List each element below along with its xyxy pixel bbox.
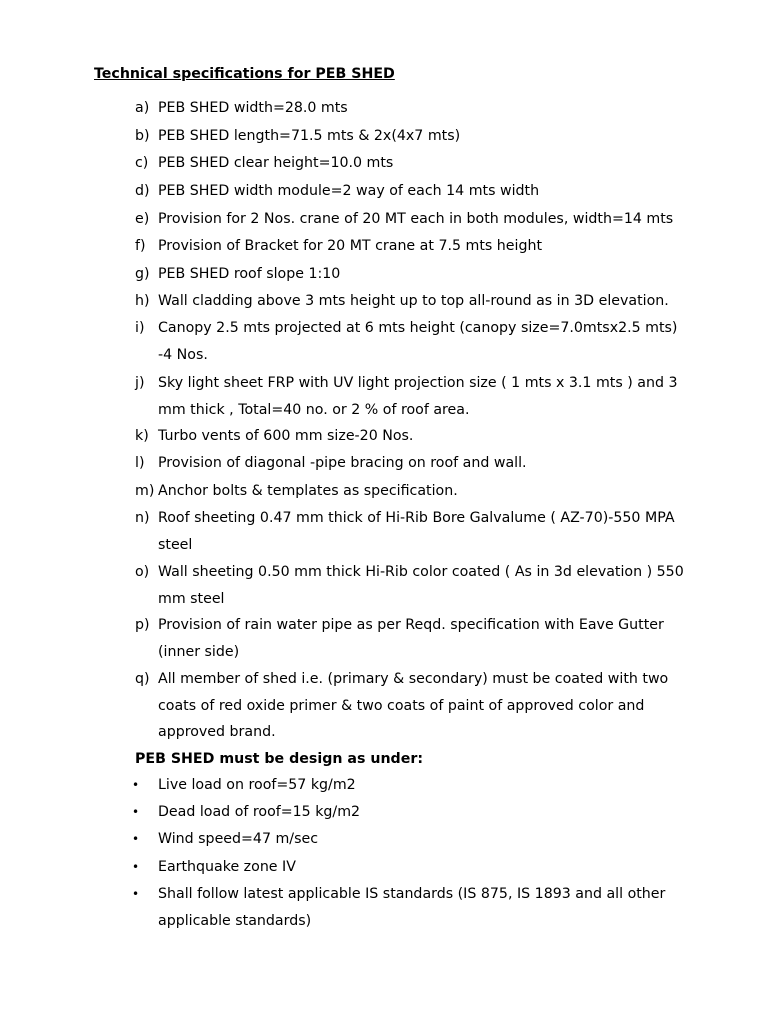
spec-item-text (158, 95, 695, 122)
spec-item (135, 150, 695, 177)
spec-item (135, 505, 695, 558)
design-item-text (158, 881, 692, 934)
spec-item-text (158, 123, 695, 150)
spec-item-text (158, 666, 695, 746)
spec-item (135, 666, 695, 746)
design-item (132, 854, 692, 881)
spec-item (135, 178, 695, 205)
spec-item (135, 478, 695, 505)
bullet-icon: • (132, 832, 140, 846)
spec-item-marker: i) (135, 320, 145, 336)
spec-item-text (158, 261, 695, 288)
spec-item (135, 612, 695, 665)
spec-item-text (158, 288, 695, 315)
spec-item-marker: b) (135, 128, 150, 144)
spec-item-marker: l) (135, 455, 145, 471)
bullet-icon: • (132, 805, 140, 819)
spec-item-line: approved brand. (158, 724, 276, 740)
spec-item-line: mm steel (158, 590, 225, 607)
document-title: Technical specifications for PEB SHED (94, 66, 395, 82)
spec-item-line: (inner side) (158, 643, 240, 660)
design-item-text (158, 799, 692, 826)
spec-item-marker: n) (135, 510, 150, 526)
spec-item-line: mm thick , Total=40 no. or 2 % of roof area. (158, 401, 470, 418)
spec-item-line: Anchor bolts & templates as specification. (158, 483, 458, 499)
design-item-text (158, 772, 692, 799)
design-item-line: Earthquake zone IV (158, 859, 296, 875)
design-item-line: Wind speed=47 m/sec (158, 831, 318, 847)
spec-item (135, 261, 695, 288)
design-item (132, 799, 692, 826)
spec-item (135, 123, 695, 150)
design-item-line: Dead load of roof=15 kg/m2 (158, 804, 361, 820)
spec-item (135, 288, 695, 315)
spec-item (135, 233, 695, 260)
spec-item-text (158, 478, 695, 505)
spec-item-line: Turbo vents of 600 mm size-20 Nos. (158, 428, 414, 444)
spec-item (135, 315, 695, 368)
design-item (132, 772, 692, 799)
spec-item-text (158, 315, 695, 368)
bullet-icon: • (132, 860, 140, 874)
spec-item-line: Provision of rain water pipe as per Reqd. specification with Eave Gutter (158, 617, 664, 633)
design-item (132, 826, 692, 853)
spec-item-marker: d) (135, 183, 150, 199)
design-item-text (158, 854, 692, 881)
spec-item-marker: m) (135, 483, 155, 499)
spec-item-line: PEB SHED roof slope 1:10 (158, 266, 341, 282)
design-heading: PEB SHED must be design as under: (135, 751, 423, 767)
spec-item-marker: k) (135, 428, 149, 444)
spec-item-marker: g) (135, 266, 150, 282)
spec-item-marker: j) (135, 375, 145, 391)
spec-item-line: Provision of Bracket for 20 MT crane at 7.5 mts height (158, 238, 543, 254)
spec-item-text (158, 178, 695, 205)
spec-item-marker: p) (135, 617, 150, 633)
spec-item-line: Provision of diagonal -pipe bracing on roof and wall. (158, 455, 527, 471)
design-item-line: Live load on roof=57 kg/m2 (158, 777, 356, 793)
spec-item-line: Wall sheeting 0.50 mm thick Hi-Rib color coated ( As in 3d elevation ) 550 (158, 564, 684, 580)
spec-item-marker: c) (135, 155, 149, 171)
spec-item-line: -4 Nos. (158, 346, 208, 363)
bullet-icon: • (132, 778, 140, 792)
design-item-line: applicable standards) (158, 912, 312, 929)
spec-item-line: Roof sheeting 0.47 mm thick of Hi-Rib Bore Galvalume ( AZ-70)-550 MPA (158, 510, 675, 526)
spec-item (135, 370, 695, 423)
spec-item-text (158, 233, 695, 260)
spec-item-text (158, 150, 695, 177)
spec-item (135, 206, 695, 233)
spec-item-marker: h) (135, 293, 150, 309)
spec-item (135, 95, 695, 122)
spec-item-text (158, 559, 695, 612)
spec-item-text (158, 612, 695, 665)
spec-item-marker: q) (135, 671, 150, 687)
spec-item-marker: a) (135, 100, 150, 116)
spec-item-line: PEB SHED width=28.0 mts (158, 100, 348, 116)
spec-item-line: Provision for 2 Nos. crane of 20 MT each in both modules, width=14 mts (158, 211, 674, 227)
spec-item-line: coats of red oxide primer & two coats of paint of approved color and (158, 697, 645, 714)
spec-item-line: PEB SHED length=71.5 mts & 2x(4x7 mts) (158, 128, 461, 144)
spec-item-line: PEB SHED width module=2 way of each 14 mts width (158, 183, 540, 199)
spec-item-line: All member of shed i.e. (primary & secondary) must be coated with two (158, 671, 669, 687)
spec-item-line: PEB SHED clear height=10.0 mts (158, 155, 394, 171)
spec-item-text (158, 505, 695, 558)
spec-item (135, 559, 695, 612)
spec-item-line: Canopy 2.5 mts projected at 6 mts height (canopy size=7.0mtsx2.5 mts) (158, 320, 678, 336)
spec-item-marker: o) (135, 564, 150, 580)
design-item-text (158, 826, 692, 853)
spec-item-marker: f) (135, 238, 146, 254)
spec-item-marker: e) (135, 211, 150, 227)
spec-item (135, 450, 695, 477)
design-item-line: Shall follow latest applicable IS standards (IS 875, IS 1893 and all other (158, 886, 666, 902)
spec-item-text (158, 370, 695, 423)
spec-item-line: steel (158, 536, 193, 553)
bullet-icon: • (132, 887, 140, 901)
spec-item-line: Sky light sheet FRP with UV light projection size ( 1 mts x 3.1 mts ) and 3 (158, 375, 678, 391)
spec-item (135, 423, 695, 450)
design-item (132, 881, 692, 934)
spec-item-text (158, 450, 695, 477)
spec-item-line: Wall cladding above 3 mts height up to top all-round as in 3D elevation. (158, 293, 669, 309)
spec-item-text (158, 423, 695, 450)
spec-item-text (158, 206, 695, 233)
